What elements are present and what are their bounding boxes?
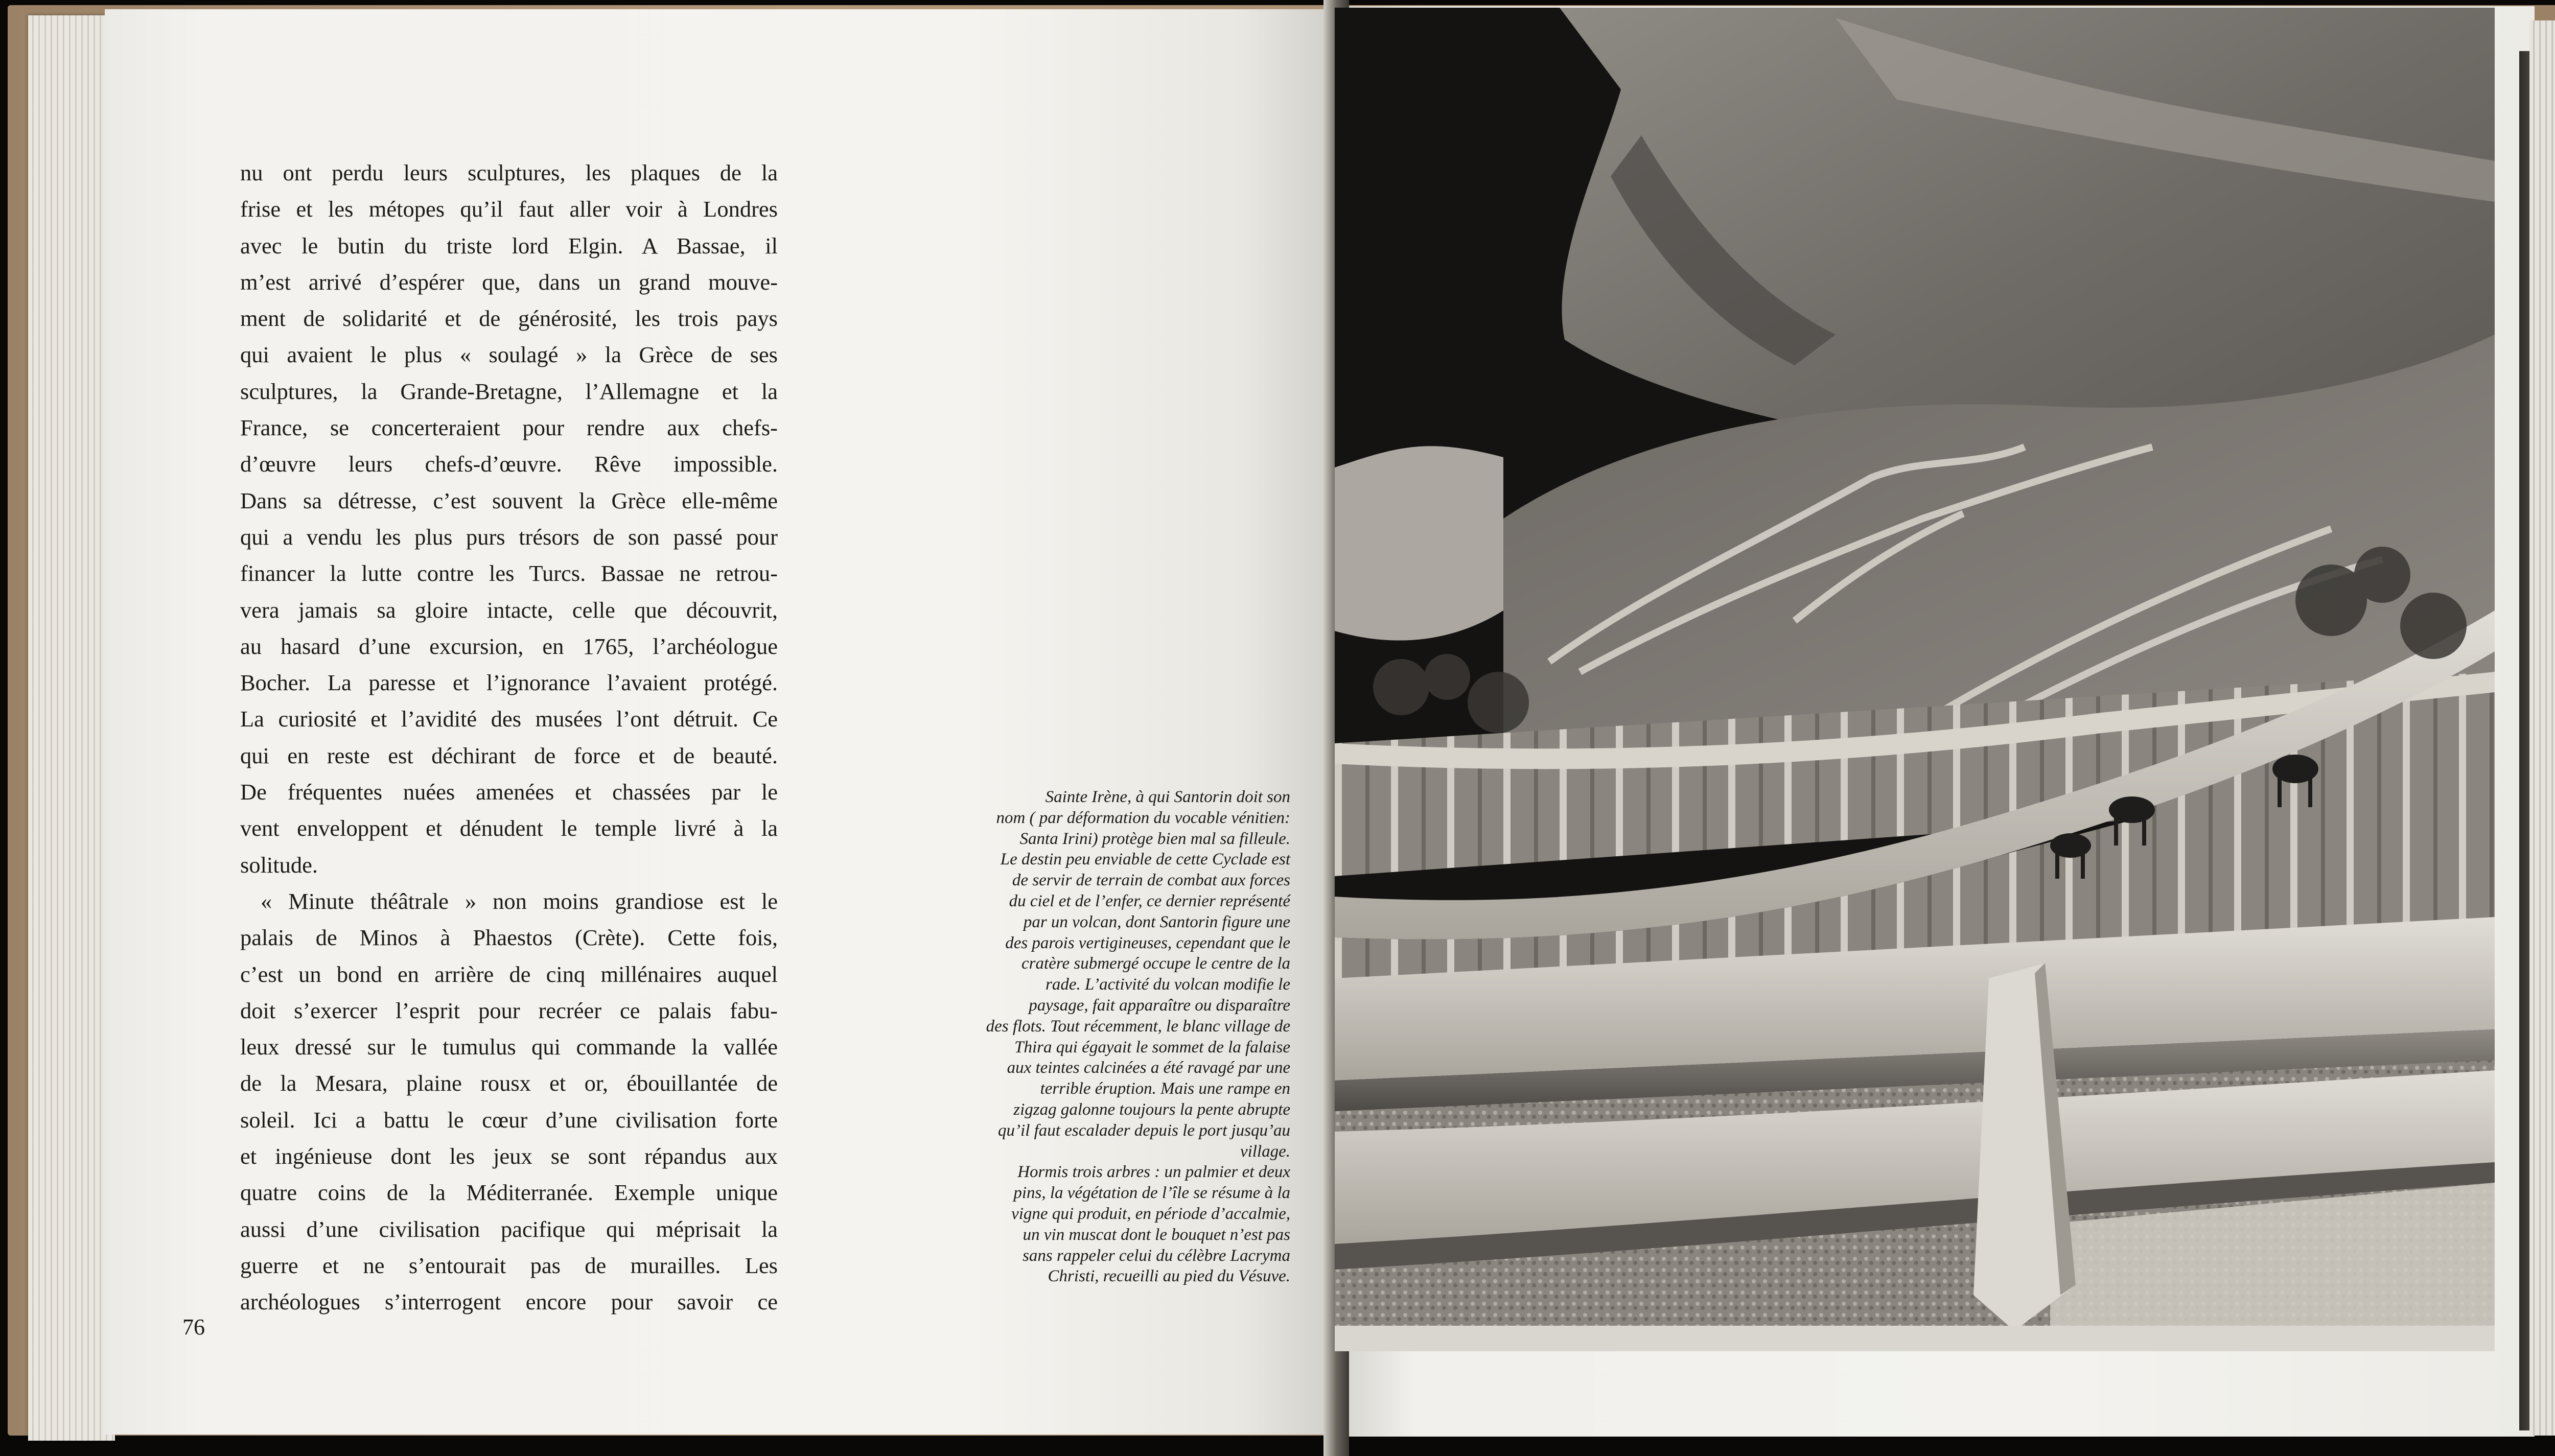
body-line: qui en reste est déchirant de force et de beauté. [240,742,778,768]
body-line: Dans sa détresse, c’est souvent la Grèce elle-même [240,487,778,513]
page-number: 76 [182,1314,205,1340]
caption-line: qu’il faut escalader depuis le port jusqu’au [998,1121,1290,1140]
caption-line: nom ( par déformation du vocable vénitien: [996,808,1290,827]
santorin-photo [1335,8,2495,1351]
caption-line: terrible éruption. Mais une rampe en [1040,1079,1290,1098]
body-line: qui a vendu les plus purs trésors de son passé pour [240,524,778,550]
body-line: frise et les métopes qu’il faut aller voir à Londres [240,196,778,222]
body-line: avec le butin du triste lord Elgin. A Bassae, il [240,232,778,259]
body-line: guerre et ne s’entourait pas de murailles. Les [240,1252,778,1278]
caption-line: cratère submergé occupe le centre de la [1021,954,1290,973]
caption-line: paysage, fait apparaître ou disparaître [1029,996,1290,1015]
caption-line: Sainte Irène, à qui Santorin doit son [1045,788,1290,806]
caption-line: par un volcan, dont Santorin figure une [1023,912,1290,931]
body-line: au hasard d’une excursion, en 1765, l’archéologue [240,633,778,659]
body-line: c’est un bond en arrière de cinq millénaires auquel [240,961,778,987]
caption-line: des flots. Tout récemment, le blanc village de [986,1017,1290,1036]
body-line: ment de solidarité et de générosité, les trois pays [240,306,778,332]
body-line: quatre coins de la Méditerranée. Exemple unique [240,1180,778,1206]
caption-line: un vin muscat dont le bouquet n’est pas [1023,1225,1290,1244]
body-line: La curiosité et l’avidité des musées l’ont détruit. Ce [240,706,778,732]
body-line: sculptures, la Grande-Bretagne, l’Allemagne et la [240,378,778,404]
body-line: d’œuvre leurs chefs-d’œuvre. Rêve impossible. [240,451,778,477]
caption-line: vigne qui produit, en période d’accalmie, [1011,1204,1290,1223]
body-line: palais de Minos à Phaestos (Crète). Cette fois, [240,925,778,951]
caption-line: Thira qui égayait le sommet de la falaise [1014,1038,1290,1056]
body-line: doit s’exercer l’esprit pour recréer ce palais fabu- [240,997,778,1023]
caption-line: zigzag galonne toujours la pente abrupte [1013,1100,1290,1119]
left-page-stack [28,15,115,1441]
caption-line: Christi, recueilli au pied du Vésuve. [1048,1267,1290,1286]
body-line: nu ont perdu leurs sculptures, les plaques de la [240,160,778,185]
body-line: vera jamais sa gloire intacte, celle que découvrit, [240,597,778,623]
caption-line: Santa Irini) protège bien mal sa filleule. [1019,829,1290,848]
body-line: leux dressé sur le tumulus qui commande la vallée [240,1034,778,1060]
caption-line: village. [1240,1142,1290,1161]
body-text [240,155,778,1321]
body-line: financer la lutte contre les Turcs. Bassae ne retrou- [240,560,778,586]
body-line: vent enveloppent et dénudent le temple livré à la [240,815,778,841]
body-line: solitude. [240,852,318,878]
caption-line: des parois vertigineuses, cependant que le [1005,933,1290,952]
body-line: soleil. Ici a battu le cœur d’une civilisation forte [240,1107,778,1133]
caption-line: aux teintes calcinées a été ravagé par une [1007,1059,1290,1077]
caption-line: sans rappeler celui du célèbre Lacryma [1023,1246,1290,1265]
right-page-stack [2529,20,2555,1436]
body-line: qui avaient le plus « soulagé » la Grèce de ses [240,342,778,368]
body-line: « Minute théâtrale » non moins grandiose est le [261,888,778,914]
body-line: archéologues s’interrogent encore pour savoir ce [240,1289,778,1315]
caption-line: rade. L’activité du volcan modifie le [1046,975,1290,994]
body-line: de la Mesara, plaine rousx et or, ébouillantée de [240,1070,778,1096]
caption-line: de servir de terrain de combat aux forces [1012,871,1290,890]
caption-line: du ciel et de l’enfer, ce dernier représenté [1009,891,1290,910]
caption-line: Le destin peu enviable de cette Cyclade est [1000,850,1290,869]
caption-line: pins, la végétation de l’île se résume à la [1013,1184,1290,1203]
body-line: De fréquentes nuées amenées et chassées par le [240,779,778,805]
body-line: Bocher. La paresse et l’ignorance l’avaient protégé. [240,670,778,696]
body-line: France, se concerteraient pour rendre aux chefs- [240,415,778,441]
body-line: m’est arrivé d’espérer que, dans un grand mouve- [240,269,778,295]
body-line: aussi d’une civilisation pacifique qui méprisait la [240,1216,778,1242]
body-line: et ingénieuse dont les jeux se sont répandus aux [240,1143,778,1169]
caption-line: Hormis trois arbres : un palmier et deux [1017,1163,1290,1182]
photo-caption [917,787,1290,1287]
